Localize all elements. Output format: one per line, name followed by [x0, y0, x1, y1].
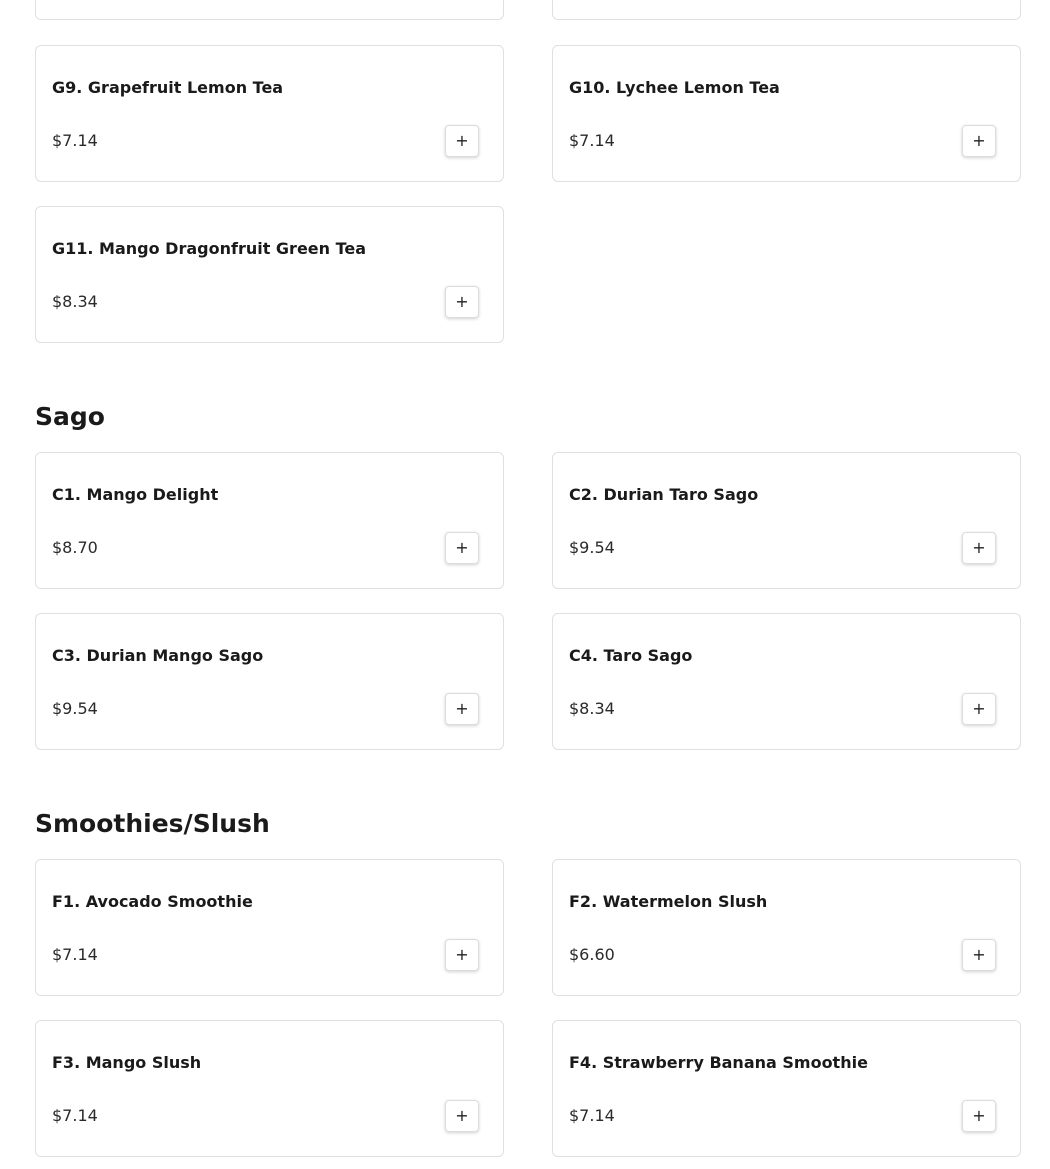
- section-title-smoothies-slush: Smoothies/Slush: [35, 809, 270, 838]
- menu-item-card: [552, 613, 1021, 750]
- item-name: F1. Avocado Smoothie: [52, 892, 253, 911]
- add-to-cart-button[interactable]: +: [962, 125, 996, 157]
- menu-item-card: [552, 452, 1021, 589]
- item-name: C4. Taro Sago: [569, 646, 693, 665]
- item-name: G10. Lychee Lemon Tea: [569, 78, 780, 97]
- item-price: $7.14: [569, 131, 615, 150]
- add-to-cart-button[interactable]: +: [962, 693, 996, 725]
- menu-item-card: [35, 613, 504, 750]
- menu-item-card: [35, 206, 504, 343]
- item-price: $7.14: [52, 1106, 98, 1125]
- menu-item-card: [35, 1020, 504, 1157]
- menu-item-card: [552, 0, 1021, 20]
- add-to-cart-button[interactable]: +: [445, 693, 479, 725]
- menu-section-smoothies-items: [35, 859, 1021, 1157]
- item-name: G11. Mango Dragonfruit Green Tea: [52, 239, 367, 258]
- menu-item-card: [35, 45, 504, 182]
- menu-section-tea-items: [35, 45, 1021, 343]
- item-price: $9.54: [569, 538, 615, 557]
- add-to-cart-button[interactable]: +: [962, 1100, 996, 1132]
- menu-item-card: [552, 1020, 1021, 1157]
- add-to-cart-button[interactable]: +: [445, 939, 479, 971]
- item-name: C2. Durian Taro Sago: [569, 485, 759, 504]
- menu-item-card: [35, 859, 504, 996]
- menu-section-tea-items: [35, 0, 1021, 20]
- add-to-cart-button[interactable]: +: [962, 939, 996, 971]
- item-name: C1. Mango Delight: [52, 485, 219, 504]
- item-price: $6.60: [569, 945, 615, 964]
- item-price: $7.14: [52, 945, 98, 964]
- add-to-cart-button[interactable]: +: [445, 286, 479, 318]
- add-to-cart-button[interactable]: +: [445, 125, 479, 157]
- menu-item-card: [35, 0, 504, 20]
- item-price: $8.34: [569, 699, 615, 718]
- item-price: $7.14: [52, 131, 98, 150]
- item-name: F2. Watermelon Slush: [569, 892, 768, 911]
- item-price: $8.34: [52, 292, 98, 311]
- menu-item-card: [552, 45, 1021, 182]
- item-price: $9.54: [52, 699, 98, 718]
- item-name: F4. Strawberry Banana Smoothie: [569, 1053, 868, 1072]
- menu-item-card: [35, 452, 504, 589]
- menu-section-sago-items: [35, 452, 1021, 750]
- item-name: G9. Grapefruit Lemon Tea: [52, 78, 284, 97]
- item-name: F3. Mango Slush: [52, 1053, 202, 1072]
- section-title-sago: Sago: [35, 402, 105, 431]
- add-to-cart-button[interactable]: +: [445, 532, 479, 564]
- add-to-cart-button[interactable]: +: [962, 532, 996, 564]
- item-price: $8.70: [52, 538, 98, 557]
- add-to-cart-button[interactable]: +: [445, 1100, 479, 1132]
- menu-item-card: [552, 859, 1021, 996]
- item-name: C3. Durian Mango Sago: [52, 646, 264, 665]
- item-price: $7.14: [569, 1106, 615, 1125]
